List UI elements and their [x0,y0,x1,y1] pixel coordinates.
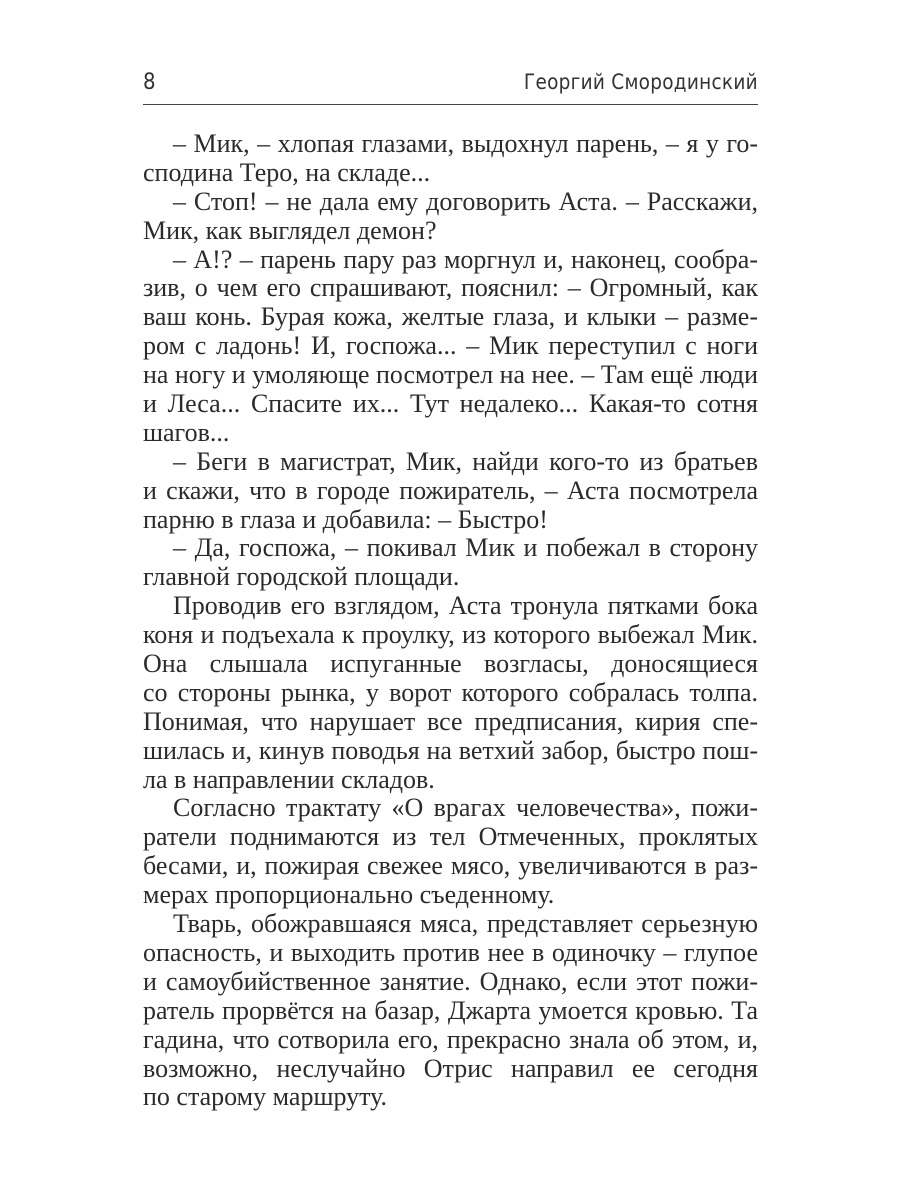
text-line: зив, о чем его спрашивают, пояснил: – Огромный, как [143,273,758,303]
paragraph [143,188,758,246]
text-line: шилась и, кинув поводья на ветхий забор, быстро пош- [143,735,758,765]
text-line: – Да, госпожа, – покивал Мик и побежал в сторону [173,533,758,563]
text-line: по старому маршруту. [143,1082,388,1112]
text-line: опасность, и выходить против нее в одиночку – глупое [143,937,758,967]
text-line: коня и подъехала к проулку, из которого выбежал Мик. [143,620,758,650]
text-line: – Стоп! – не дала ему договорить Аста. – Расскажи, [173,186,758,216]
text-line: мерах пропорционально съеденному. [143,880,555,910]
text-line: ратель прорвётся на базар, Джарта умоется кровью. Та [143,995,758,1025]
text-line: Она слышала испуганные возгласы, доносящиеся [143,649,758,679]
text-line: ла в направлении складов. [143,764,435,794]
text-line: шагов... [143,417,230,447]
paragraph [143,246,758,448]
page-body-text [143,130,758,1112]
text-line: Тварь, обожравшаяся мяса, представляет серьезную [173,909,758,939]
text-line: – Беги в магистрат, Мик, найди кого-то из братьев [173,446,758,476]
text-line: сподина Теро, на складе... [143,157,431,187]
text-line: Согласно трактату «О врагах человечества», пожи- [173,793,758,823]
text-line: – Мик, – хлопая глазами, выдохнул парень, – я у го- [173,129,758,158]
paragraph [143,448,758,535]
paragraph [143,910,758,1112]
page-number: 8 [143,70,156,95]
text-line: ратели поднимаются из тел Отмеченных, проклятых [143,822,758,852]
text-line: и скажи, что в городе пожиратель, – Аста посмотрела [143,475,758,505]
author-name: Георгий Смородинский [524,70,758,94]
text-line: ром с ладонь! И, госпожа... – Мик переступил с ноги [143,331,758,361]
text-line: главной городской площади. [143,562,460,592]
paragraph [143,130,758,188]
paragraph [143,592,758,794]
text-line: – А!? – парень пару раз моргнул и, наконец, сообра- [173,244,758,274]
text-line: Мик, как выглядел демон? [143,215,437,245]
paragraph [143,794,758,910]
text-line: гадина, что сотворила его, прекрасно знала об этом, и, [143,1024,758,1054]
text-line: и Леса... Спасите их... Тут недалеко... Какая-то сотня [143,389,758,419]
text-line: ваш конь. Бурая кожа, желтые глаза, и клыки – разме- [143,302,758,332]
text-line: Проводив его взглядом, Аста тронула пятками бока [173,591,758,621]
text-line: на ногу и умоляюще посмотрел на нее. – Там ещё люди [143,360,758,390]
text-line: возможно, неслучайно Отрис направил ее сегодня [143,1053,758,1083]
running-header [143,66,758,102]
paragraph [143,534,758,592]
text-line: бесами, и, пожирая свежее мясо, увеличиваются в раз- [143,851,758,881]
text-line: парню в глаза и добавила: – Быстро! [143,504,548,534]
text-line: со стороны рынка, у ворот которого собралась толпа. [143,677,758,707]
header-divider [143,104,758,105]
text-line: и самоубийственное занятие. Однако, если этот пожи- [143,966,758,996]
text-line: Понимая, что нарушает все предписания, кирия спе- [143,706,758,736]
